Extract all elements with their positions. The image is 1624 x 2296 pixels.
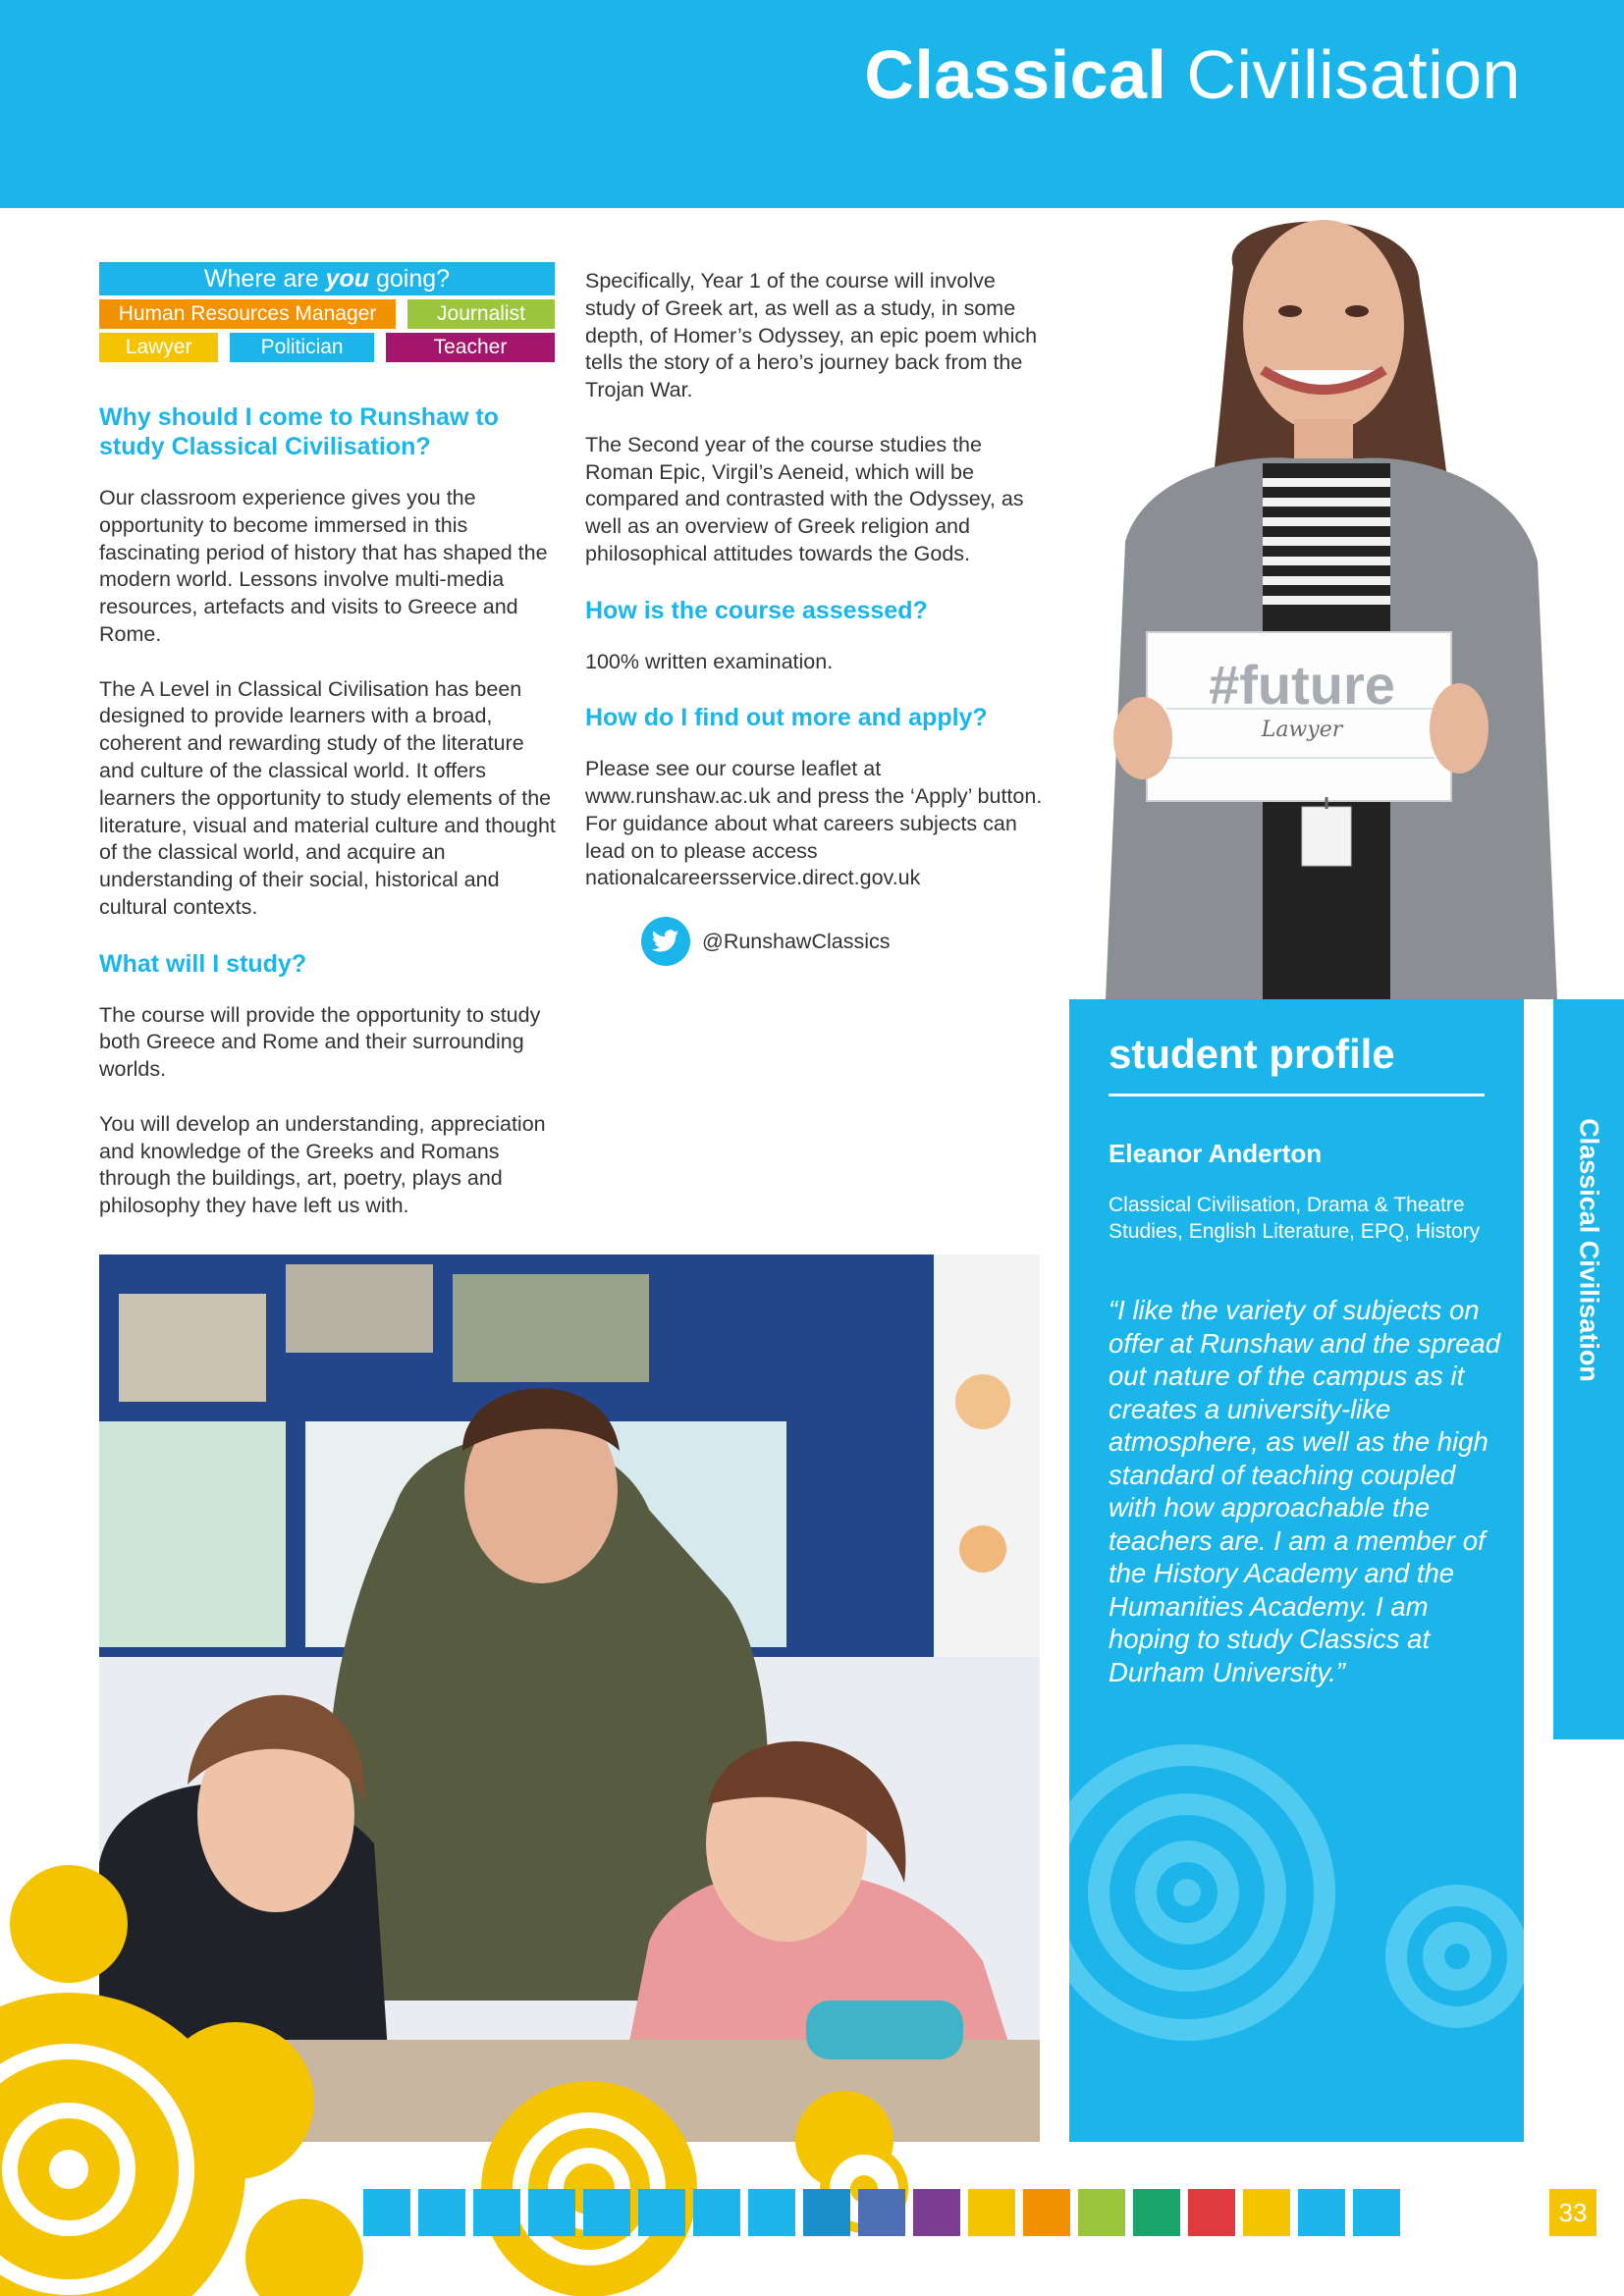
footer-square <box>858 2189 905 2236</box>
footer-square <box>638 2189 685 2236</box>
profile-subjects: Classical Civilisation, Drama & Theatre Studies, English Literature, EPQ, History <box>1109 1194 1481 1243</box>
paragraph: You will develop an understanding, appreciation and knowledge of the Greeks and Romans through the buildings, art, poetry, plays and philosophy they have left us with. <box>99 1111 546 1218</box>
student-photo <box>1066 208 1577 999</box>
side-tab <box>1553 999 1624 1739</box>
careers-heading <box>99 262 555 295</box>
profile-divider <box>1109 1094 1485 1096</box>
footer-square <box>913 2189 960 2236</box>
career-chip: Politician <box>230 333 374 362</box>
profile-quote: “I like the variety of subjects on offer at Runshaw and the spread out nature of the campus as it creates a university-like atmosphere, as well as the high standard of teaching coupled with how approachable the teachers are. I am a member of the History Academy and the Humanities Academy. I am hoping to study Classics at Durham University.” <box>1109 1295 1501 1687</box>
paragraph: The A Level in Classical Civilisation has been designed to provide learners with a broad, coherent and rewarding study of the literature and culture of the classical world. It offers learners the opportunity to study elements of the literature, visual and material culture and thought of the classical world, and acquire an understanding of their social, historical and cultural contexts. <box>99 676 556 919</box>
heading-why: Why should I come to Runshaw to study Classical Civilisation? <box>99 403 499 460</box>
footer-square <box>1353 2189 1400 2236</box>
footer-square <box>1023 2189 1070 2236</box>
page-title-bold: Classical <box>864 36 1167 113</box>
header-band <box>0 0 1624 208</box>
career-chip: Lawyer <box>99 333 218 362</box>
paragraph: Our classroom experience gives you the opportunity to become immersed in this fascinating period of history that has shaped the modern world. Lessons involve multi-media resources, artefacts and visits to Greece and Rome. <box>99 486 548 646</box>
profile-title: student profile <box>1109 1031 1395 1077</box>
heading-apply: How do I find out more and apply? <box>585 704 988 732</box>
footer-square <box>528 2189 575 2236</box>
text-column-1 <box>99 402 561 1248</box>
careers-row-2 <box>99 333 555 362</box>
careers-heading-emphasis: you <box>325 265 370 293</box>
page-title-light: Civilisation <box>1186 36 1521 113</box>
footer-square <box>1133 2189 1180 2236</box>
footer-square <box>748 2189 795 2236</box>
footer-square <box>1298 2189 1345 2236</box>
sign-hashtag: #future <box>1209 654 1395 716</box>
heading-what-study: What will I study? <box>99 949 307 978</box>
twitter-icon <box>641 917 690 966</box>
page-number: 33 <box>1549 2189 1597 2236</box>
careers-heading-post: going? <box>369 265 451 293</box>
paragraph: Specifically, Year 1 of the course will involve study of Greek art, as well as a study, in some depth, of Homer’s Odyssey, an epic poem which tells the story of a hero’s journey back from the Trojan War. <box>585 269 1038 402</box>
paragraph: The Second year of the course studies the Roman Epic, Virgil’s Aeneid, which will be compared and contrasted with the Odyssey, as well as an overview of Greek religion and philosophical attitudes towards the Gods. <box>585 432 1024 565</box>
footer-square <box>1078 2189 1125 2236</box>
heading-assessed: How is the course assessed? <box>585 596 928 624</box>
page-title <box>864 35 1521 114</box>
footer-square <box>803 2189 850 2236</box>
footer-square <box>1243 2189 1290 2236</box>
twitter-label: @RunshawClassics <box>702 929 891 953</box>
career-chip: Journalist <box>407 299 555 329</box>
paragraph: The course will provide the opportunity to study both Greece and Rome and their surrounding worlds. <box>99 1002 541 1082</box>
careers-heading-pre: Where are <box>203 265 326 293</box>
paragraph: 100% written examination. <box>585 649 834 673</box>
footer-square <box>1188 2189 1235 2236</box>
footer-square <box>693 2189 740 2236</box>
paragraph: Please see our course leaflet at www.runshaw.ac.uk and press the ‘Apply’ button. For guidance about what careers subjects can lead on to please access nationalcareersservice.direct.gov.uk <box>585 757 1043 890</box>
side-tab-label: Classical Civilisation <box>1574 1118 1604 1382</box>
footer-square <box>473 2189 520 2236</box>
text-column-2 <box>585 268 1047 920</box>
footer-square <box>583 2189 630 2236</box>
footer-square <box>363 2189 410 2236</box>
footer-color-squares <box>363 2189 1400 2236</box>
profile-name: Eleanor Anderton <box>1109 1139 1323 1168</box>
footer-square <box>968 2189 1015 2236</box>
footer-square <box>418 2189 465 2236</box>
careers-box <box>99 262 555 362</box>
careers-row-1 <box>99 299 555 329</box>
twitter-handle[interactable] <box>641 917 891 966</box>
career-chip: Human Resources Manager <box>99 299 396 329</box>
student-profile-panel <box>1069 999 1524 2142</box>
sign-word: Lawyer <box>1261 718 1343 742</box>
career-chip: Teacher <box>386 333 555 362</box>
target-circles-decoration <box>1069 1726 1524 2142</box>
